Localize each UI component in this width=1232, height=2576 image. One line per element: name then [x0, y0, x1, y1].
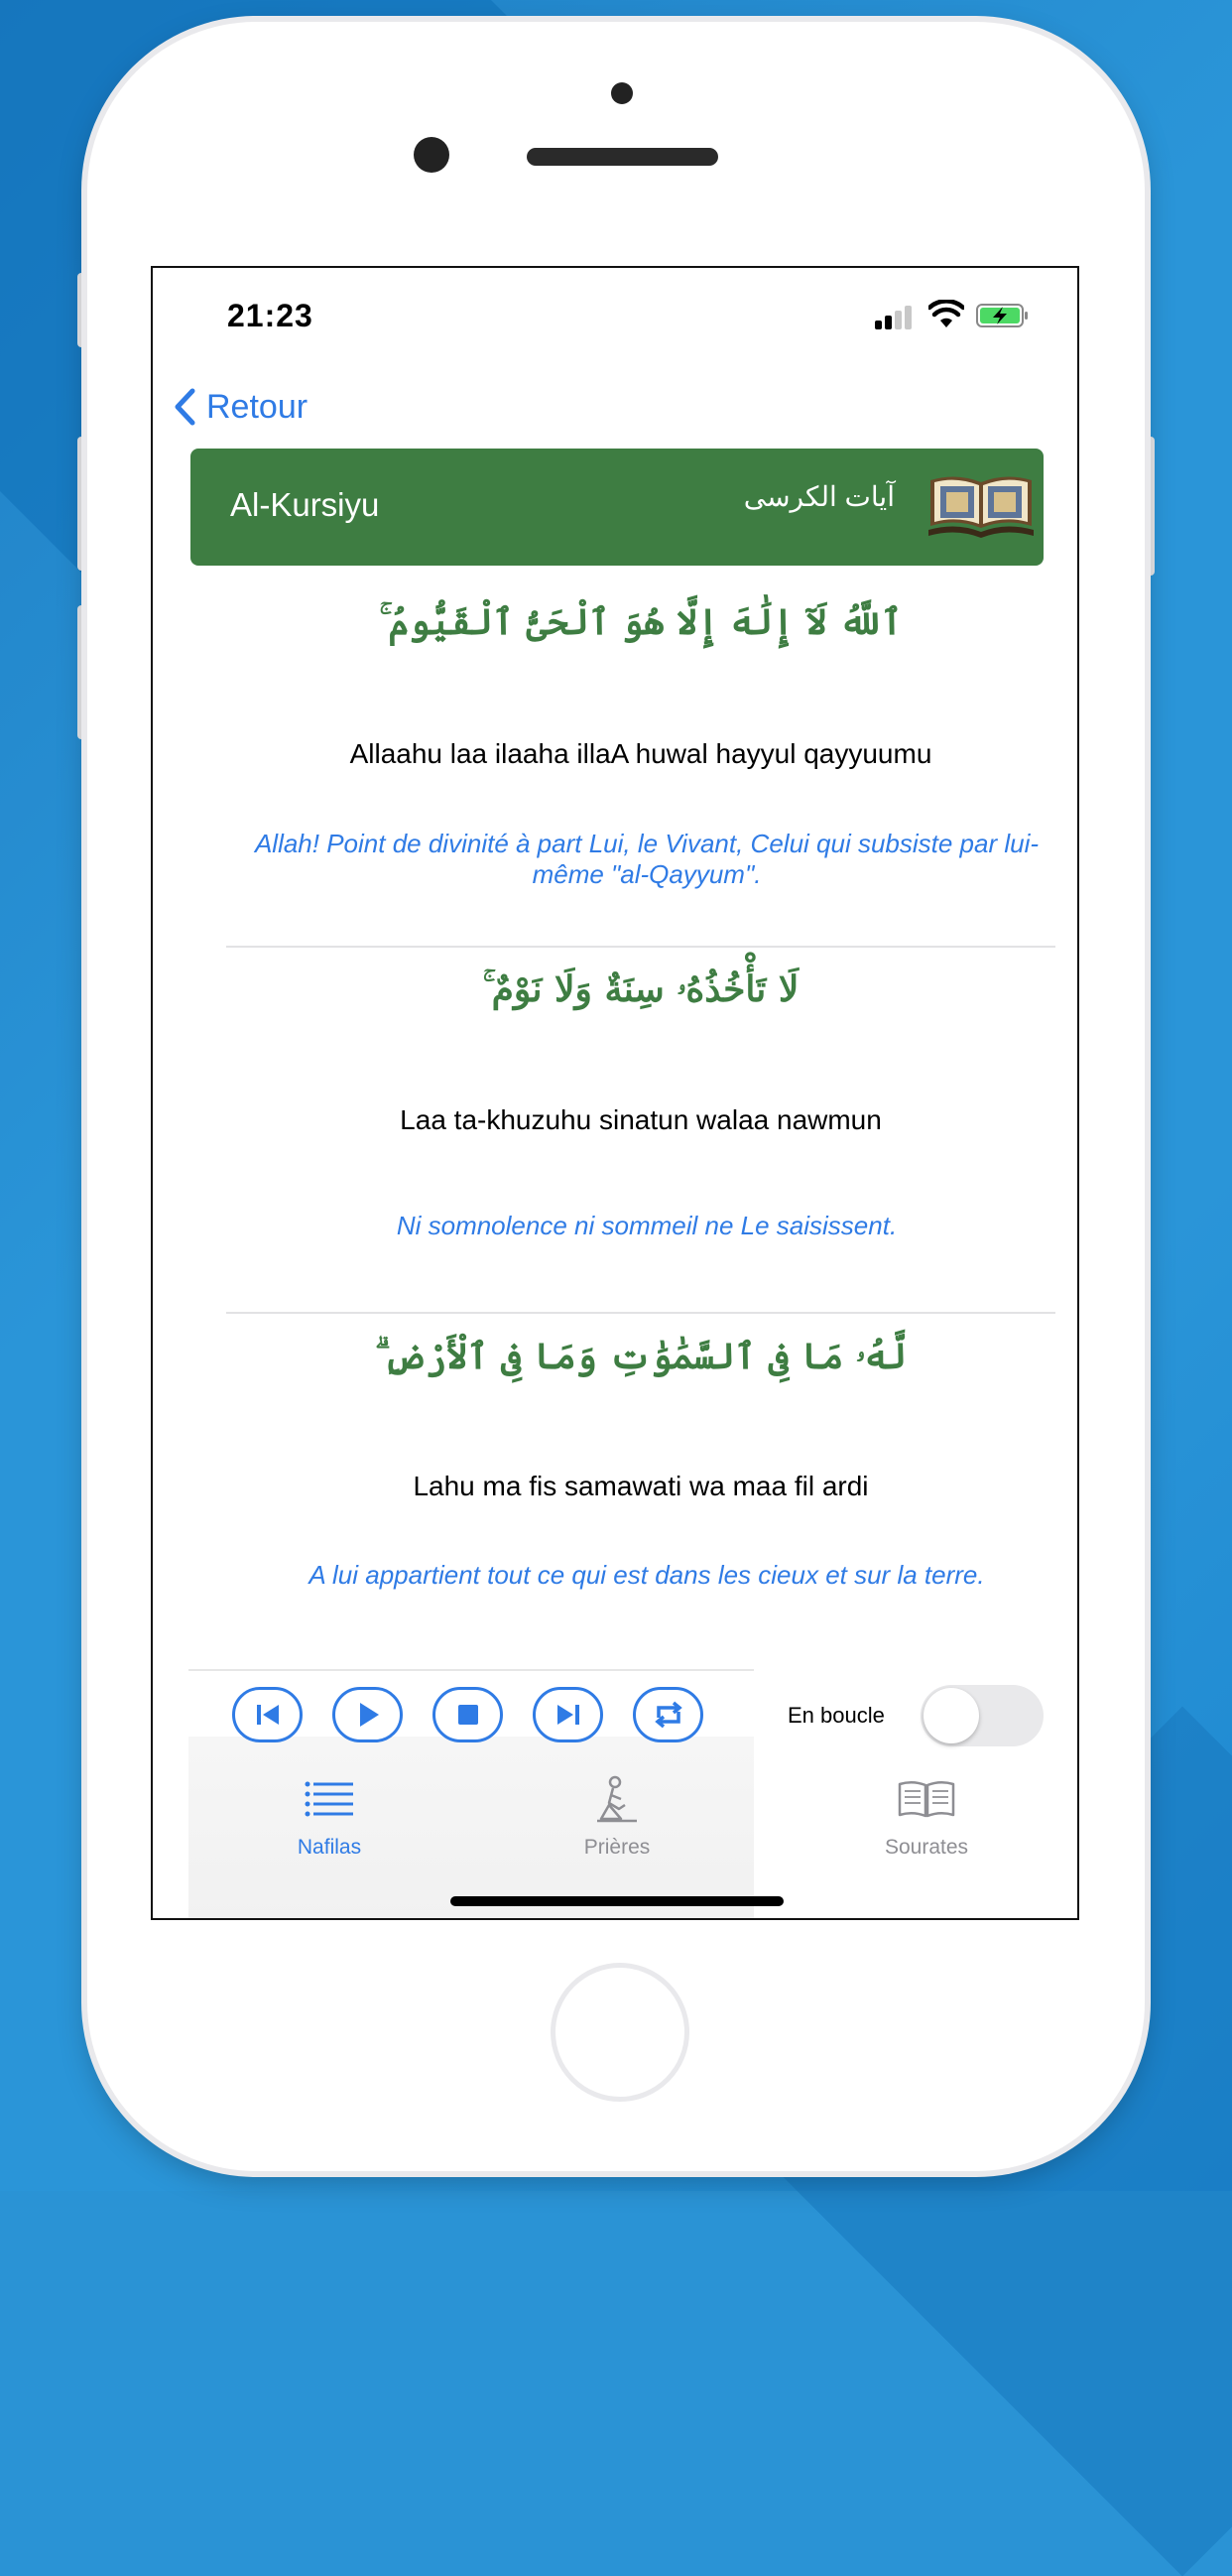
- previous-button[interactable]: [232, 1687, 303, 1742]
- battery-charging-icon: [976, 304, 1030, 327]
- verse-translation: Ni somnolence ni sommeil ne Le saisissent.: [396, 1211, 898, 1240]
- tab-prieres[interactable]: [518, 1774, 716, 1860]
- status-bar: [153, 268, 1077, 367]
- verse-arabic: لَا تَأْخُذُهُۥ سِنَةٌ وَلَا نَوْمٌ ۚ: [482, 968, 800, 1010]
- verse-divider: [226, 1312, 1055, 1314]
- repeat-icon: [652, 1700, 685, 1730]
- earpiece-speaker: [527, 148, 718, 166]
- back-button[interactable]: [173, 377, 308, 437]
- tab-sourates[interactable]: [827, 1774, 1026, 1860]
- proximity-sensor: [611, 82, 633, 104]
- surah-header: [190, 449, 1044, 566]
- player-divider: [188, 1669, 754, 1671]
- verse-1: [226, 601, 1055, 644]
- loop-label: En boucle: [788, 1703, 885, 1728]
- next-button[interactable]: [533, 1687, 603, 1742]
- toggle-knob: [924, 1688, 979, 1743]
- tab-label: Prières: [583, 1836, 651, 1859]
- stop-button[interactable]: [432, 1687, 503, 1742]
- tab-nafilas[interactable]: [230, 1774, 429, 1860]
- skip-back-icon: [253, 1702, 283, 1728]
- home-indicator: [450, 1896, 784, 1906]
- home-button[interactable]: [551, 1963, 689, 2102]
- repeat-button[interactable]: [633, 1687, 703, 1742]
- verse-transliteration: Laa ta-khuzuhu sinatun walaa nawmun: [400, 1104, 882, 1135]
- surah-arabic-title: آيات الكرسى: [743, 481, 895, 512]
- verse-transliteration: Allaahu laa ilaaha illaA huwal hayyul qayyuumu: [349, 738, 932, 769]
- status-time: 21:23: [227, 298, 313, 333]
- verse-arabic: ٱللَّهُ لَآ إِلَٰهَ إِلَّا هُوَ ٱلْحَىُّ ٱلْقَيُّومُ ۚ: [379, 601, 903, 643]
- play-button[interactable]: [332, 1687, 403, 1742]
- app-screen: [151, 266, 1079, 1920]
- verse-divider: [226, 946, 1055, 948]
- tab-label: Sourates: [884, 1836, 969, 1859]
- prayer-icon: [595, 1775, 639, 1823]
- book-open-icon: [897, 1779, 956, 1819]
- list-icon: [305, 1780, 354, 1818]
- verse-arabic: لَّهُۥ مَا فِى ٱلسَّمَٰوَٰتِ وَمَا فِى ٱلْأَرْضِ ۗ: [374, 1336, 908, 1377]
- tab-label: Nafilas: [297, 1836, 362, 1859]
- verse-translation: Allah! Point de divinité à part Lui, le Vivant, Celui qui subsiste par lui-même "al-Qayyum".: [254, 829, 1040, 889]
- verse-transliteration: Lahu ma fis samawati wa maa fil ardi: [413, 1471, 869, 1501]
- quran-book-icon: [926, 466, 1036, 546]
- front-camera: [414, 137, 449, 173]
- cellular-signal-icon: [875, 304, 919, 329]
- wifi-icon: [928, 300, 964, 329]
- loop-toggle[interactable]: [921, 1685, 1044, 1746]
- surah-title: Al-Kursiyu: [230, 486, 380, 523]
- verse-2: [226, 968, 1055, 1011]
- audio-controls: [232, 1687, 703, 1742]
- play-icon: [355, 1701, 381, 1729]
- skip-forward-icon: [554, 1702, 583, 1728]
- verse-3: [226, 1336, 1055, 1378]
- chevron-left-icon: [173, 388, 196, 426]
- stop-icon: [456, 1703, 480, 1727]
- back-label: Retour: [206, 387, 308, 426]
- verse-translation: A lui appartient tout ce qui est dans les cieux et sur la terre.: [308, 1560, 985, 1590]
